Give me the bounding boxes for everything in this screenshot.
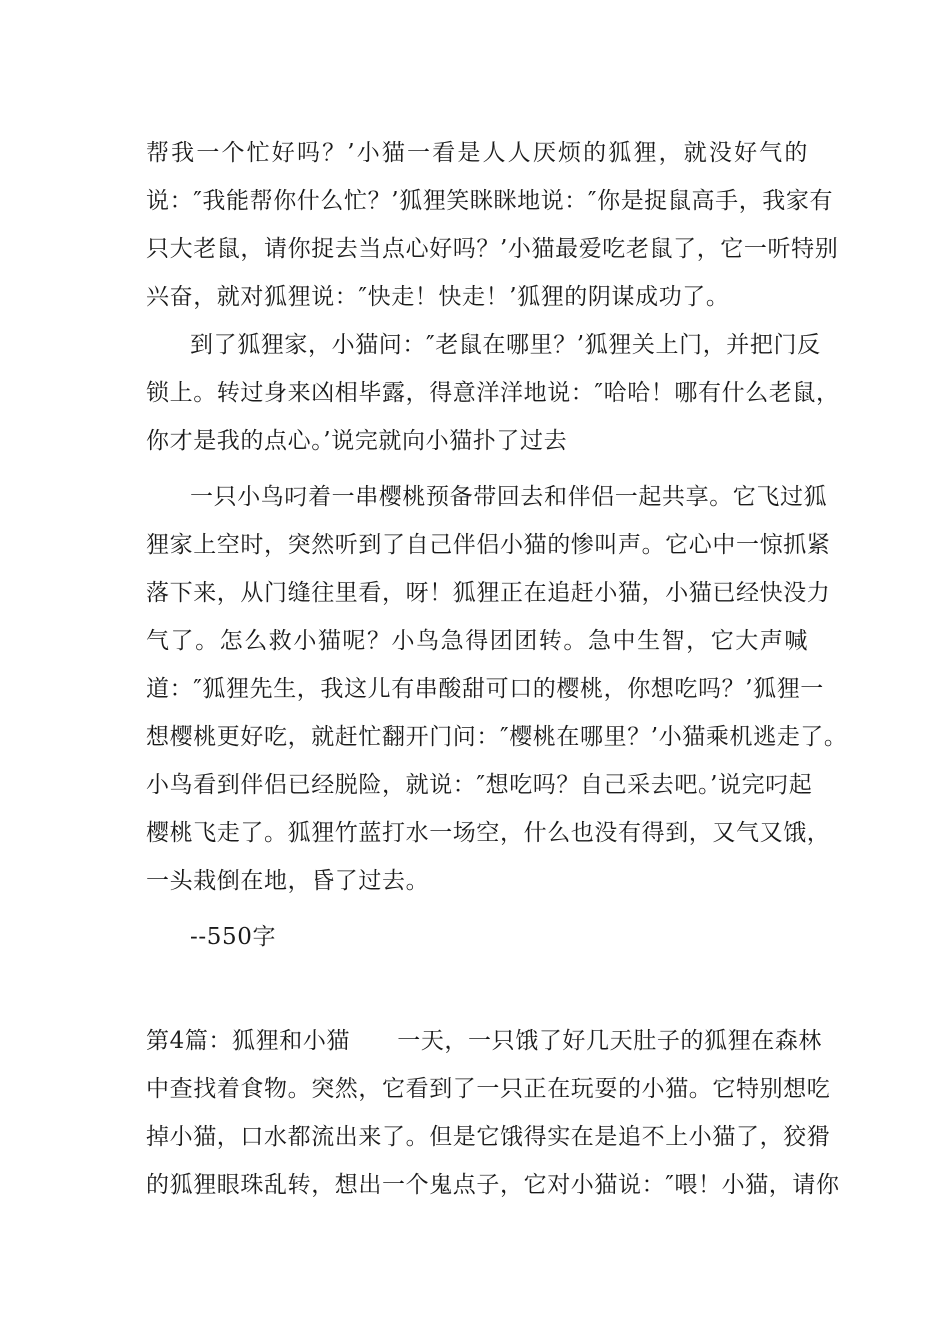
text-line: 道：″狐狸先生，我这儿有串酸甜可口的樱桃，你想吃吗？’狐狸一 (146, 676, 824, 702)
text-line: 的狐狸眼珠乱转，想出一个鬼点子，它对小猫说：″喂！小猫，请你 (146, 1172, 840, 1198)
word-count: --550字 (190, 924, 277, 950)
text-line: 帮我一个忙好吗？’小猫一看是人人厌烦的狐狸，就没好气的 (146, 140, 808, 166)
text-line: 樱桃飞走了。狐狸竹蓝打水一场空，什么也没有得到，又气又饿， (146, 820, 831, 846)
section-heading-line: 第4篇：狐狸和小猫 一天，一只饿了好几天肚子的狐狸在森林 (146, 1028, 823, 1054)
text-line: 一只小鸟叼着一串樱桃预备带回去和伴侣一起共享。它飞过狐 (190, 484, 828, 510)
text-line: 狸家上空时，突然听到了自己伴侣小猫的惨叫声。它心中一惊抓紧 (146, 532, 831, 558)
text-line: 小鸟看到伴侣已经脱险，就说：″想吃吗？自己采去吧。’说完叼起 (146, 772, 813, 798)
text-line: 落下来，从门缝往里看，呀！狐狸正在追赶小猫，小猫已经快没力 (146, 580, 831, 606)
text-line: 只大老鼠，请你捉去当点心好吗？’小猫最爱吃老鼠了，它一听特别 (146, 236, 839, 262)
text-line: 气了。怎么救小猫呢？小鸟急得团团转。急中生智，它大声喊 (146, 628, 808, 654)
text-line: 锁上。转过身来凶相毕露，得意洋洋地说：″哈哈！哪有什么老鼠， (146, 380, 840, 406)
text-line: 掉小猫，口水都流出来了。但是它饿得实在是追不上小猫了，狡猾 (146, 1124, 831, 1150)
text-line: 想樱桃更好吃，就赶忙翻开门问：″樱桃在哪里？’小猫乘机逃走了。 (146, 724, 848, 750)
text-line: 中查找着食物。突然，它看到了一只正在玩耍的小猫。它特别想吃 (146, 1076, 831, 1102)
text-line: 一头栽倒在地，昏了过去。 (146, 868, 430, 894)
text-line: 兴奋，就对狐狸说：″快走！快走！’狐狸的阴谋成功了。 (146, 284, 730, 310)
text-line: 说：″我能帮你什么忙？’狐狸笑眯眯地说：″你是捉鼠高手，我家有 (146, 188, 834, 214)
text-line: 你才是我的点心。’说完就向小猫扑了过去 (146, 428, 568, 454)
text-line: 到了狐狸家，小猫问：″老鼠在哪里？’狐狸关上门，并把门反 (190, 332, 821, 358)
